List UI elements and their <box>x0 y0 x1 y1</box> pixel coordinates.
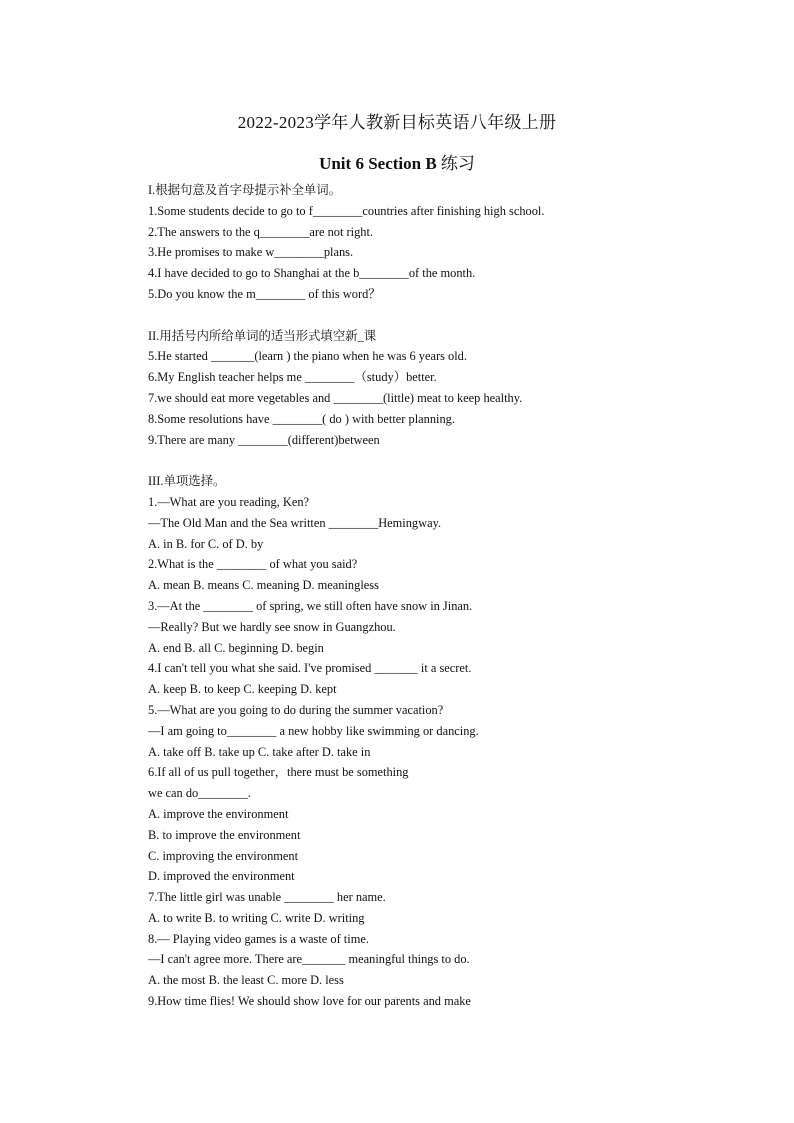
exercise-line: 3.—At the ________ of spring, we still often have snow in Jinan. <box>148 598 473 613</box>
exercise-line: 5.—What are you going to do during the summer vacation? <box>148 702 444 717</box>
exercise-line: 7.we should eat more vegetables and ________(little) meat to keep healthy. <box>148 390 523 405</box>
exercise-line: A. end B. all C. beginning D. begin <box>148 640 324 655</box>
subtitle-english: Unit 6 Section B <box>319 154 441 173</box>
exercise-line: 2.The answers to the q________are not right. <box>148 224 374 239</box>
exercise-line: A. improve the environment <box>148 806 289 821</box>
exercise-line: 8.Some resolutions have ________( do ) with better planning. <box>148 411 455 426</box>
exercise-line: D. improved the environment <box>148 869 295 884</box>
exercise-line: —Really? But we hardly see snow in Guangzhou. <box>148 619 396 634</box>
exercise-line: —I can't agree more. There are_______ meaningful things to do. <box>148 952 470 967</box>
exercise-line: 5.He started _______(learn ) the piano when he was 6 years old. <box>148 349 467 364</box>
exercise-line: 6.My English teacher helps me ________（study）better. <box>148 370 437 385</box>
exercise-line: II.用括号内所给单词的适当形式填空新_课 <box>148 328 377 343</box>
exercise-line: 4.I can't tell you what she said. I've promised _______ it a secret. <box>148 661 472 676</box>
exercise-line: A. mean B. means C. meaning D. meaningless <box>148 578 379 593</box>
document-title: 2022-2023学年人教新目标英语八年级上册 <box>237 113 557 132</box>
exercise-line: B. to improve the environment <box>148 827 301 842</box>
subtitle-chinese: 练习 <box>440 154 475 173</box>
exercise-line: A. the most B. the least C. more D. less <box>148 973 344 988</box>
exercise-line: 4.I have decided to go to Shanghai at the b________of the month. <box>148 266 476 281</box>
exercise-line: 1.—What are you reading, Ken? <box>148 494 310 509</box>
exercise-body <box>148 180 768 1012</box>
exercise-line: 1.Some students decide to go to f________countries after finishing high school. <box>148 203 545 218</box>
exercise-line: we can do________. <box>148 786 251 801</box>
exercise-line: 5.Do you know the m________ of this word？ <box>148 286 381 301</box>
exercise-line: 7.The little girl was unable ________ her name. <box>148 890 386 905</box>
exercise-line: III.单项选择。 <box>148 474 226 489</box>
exercise-line: 9.There are many ________(different)between <box>148 432 380 447</box>
blank-line <box>148 450 768 471</box>
exercise-line: A. in B. for C. of D. by <box>148 536 264 551</box>
exercise-line: 8.— Playing video games is a waste of time. <box>148 931 369 946</box>
exercise-line: 3.He promises to make w________plans. <box>148 245 354 260</box>
blank-line <box>148 305 768 326</box>
exercise-line: —I am going to________ a new hobby like swimming or dancing. <box>148 723 479 738</box>
document-subtitle <box>0 149 794 174</box>
exercise-line: 6.If all of us pull together，there must be something <box>148 765 409 780</box>
exercise-line: I.根据句意及首字母提示补全单词。 <box>148 183 342 197</box>
exercise-line: A. take off B. take up C. take after D. take in <box>148 744 371 759</box>
exercise-line: 9.How time flies! We should show love for our parents and make <box>148 994 471 1009</box>
exercise-line: C. improving the environment <box>148 848 299 863</box>
exercise-line: —The Old Man and the Sea written ________Hemingway. <box>148 515 442 530</box>
exercise-line: 2.What is the ________ of what you said? <box>148 557 358 572</box>
exercise-line: A. to write B. to writing C. write D. writing <box>148 910 365 925</box>
exercise-line: A. keep B. to keep C. keeping D. kept <box>148 682 337 697</box>
